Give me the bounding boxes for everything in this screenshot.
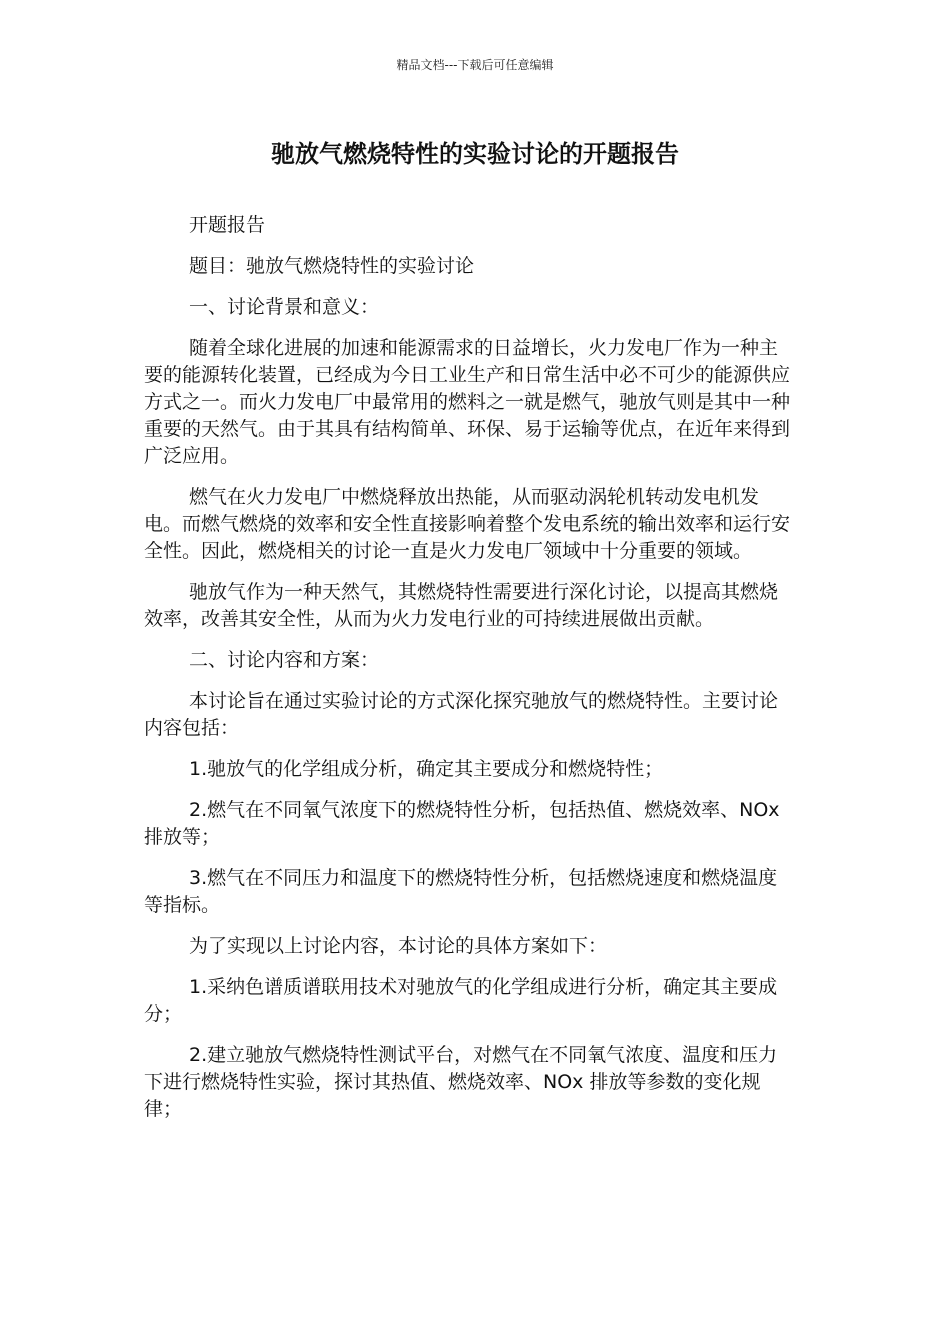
section-heading-background: 一、讨论背景和意义：: [189, 296, 380, 318]
paragraph-content-intro: 本讨论旨在通过实验讨论的方式深化探究驰放气的燃烧特性。主要讨论内容包括：: [144, 690, 779, 739]
header-note: 精品文档---下载后可任意编辑: [396, 58, 554, 72]
list-item-content-3: 3.燃气在不同压力和温度下的燃烧特性分析，包括燃烧速度和燃烧温度等指标。: [144, 867, 778, 916]
paragraph-background-3: 驰放气作为一种天然气，其燃烧特性需要进行深化讨论，以提高其燃烧效率，改善其安全性，从而为火力发电行业的可持续进展做出贡献。: [144, 581, 779, 630]
list-item-plan-2: 2.建立驰放气燃烧特性测试平台，对燃气在不同氧气浓度、温度和压力下进行燃烧特性实验，探讨其热值、燃烧效率、NOx 排放等参数的变化规律；: [144, 1044, 778, 1120]
document-title: 驰放气燃烧特性的实验讨论的开题报告: [271, 140, 679, 168]
list-item-content-2: 2.燃气在不同氧气浓度下的燃烧特性分析，包括热值、燃烧效率、NOx 排放等；: [144, 799, 780, 848]
paragraph-background-1: 随着全球化进展的加速和能源需求的日益增长，火力发电厂作为一种主要的能源转化装置，已经成为今日工业生产和日常生活中必不可少的能源供应方式之一。而火力发电厂中最常用的燃料之一就是燃气，驰放气则是其中一种重要的天然气。由于其具有结构简单、环保、易于运输等优点，在近年来得到广泛应用。: [144, 337, 791, 467]
paragraph-report-label: 开题报告: [189, 214, 266, 236]
paragraph-background-2: 燃气在火力发电厂中燃烧释放出热能，从而驱动涡轮机转动发电机发电。而燃气燃烧的效率和安全性直接影响着整个发电系统的输出效率和运行安全性。因此，燃烧相关的讨论一直是火力发电厂领域中十分重要的领域。: [144, 486, 791, 562]
paragraph-topic: 题目：驰放气燃烧特性的实验讨论: [189, 255, 475, 277]
paragraph-plan-intro: 为了实现以上讨论内容，本讨论的具体方案如下：: [189, 935, 608, 957]
document-body: [144, 212, 794, 1137]
list-item-content-1: 1.驰放气的化学组成分析，确定其主要成分和燃烧特性；: [189, 758, 664, 780]
list-item-plan-1: 1.采纳色谱质谱联用技术对驰放气的化学组成进行分析，确定其主要成分；: [144, 976, 778, 1025]
section-heading-content: 二、讨论内容和方案：: [189, 649, 380, 671]
